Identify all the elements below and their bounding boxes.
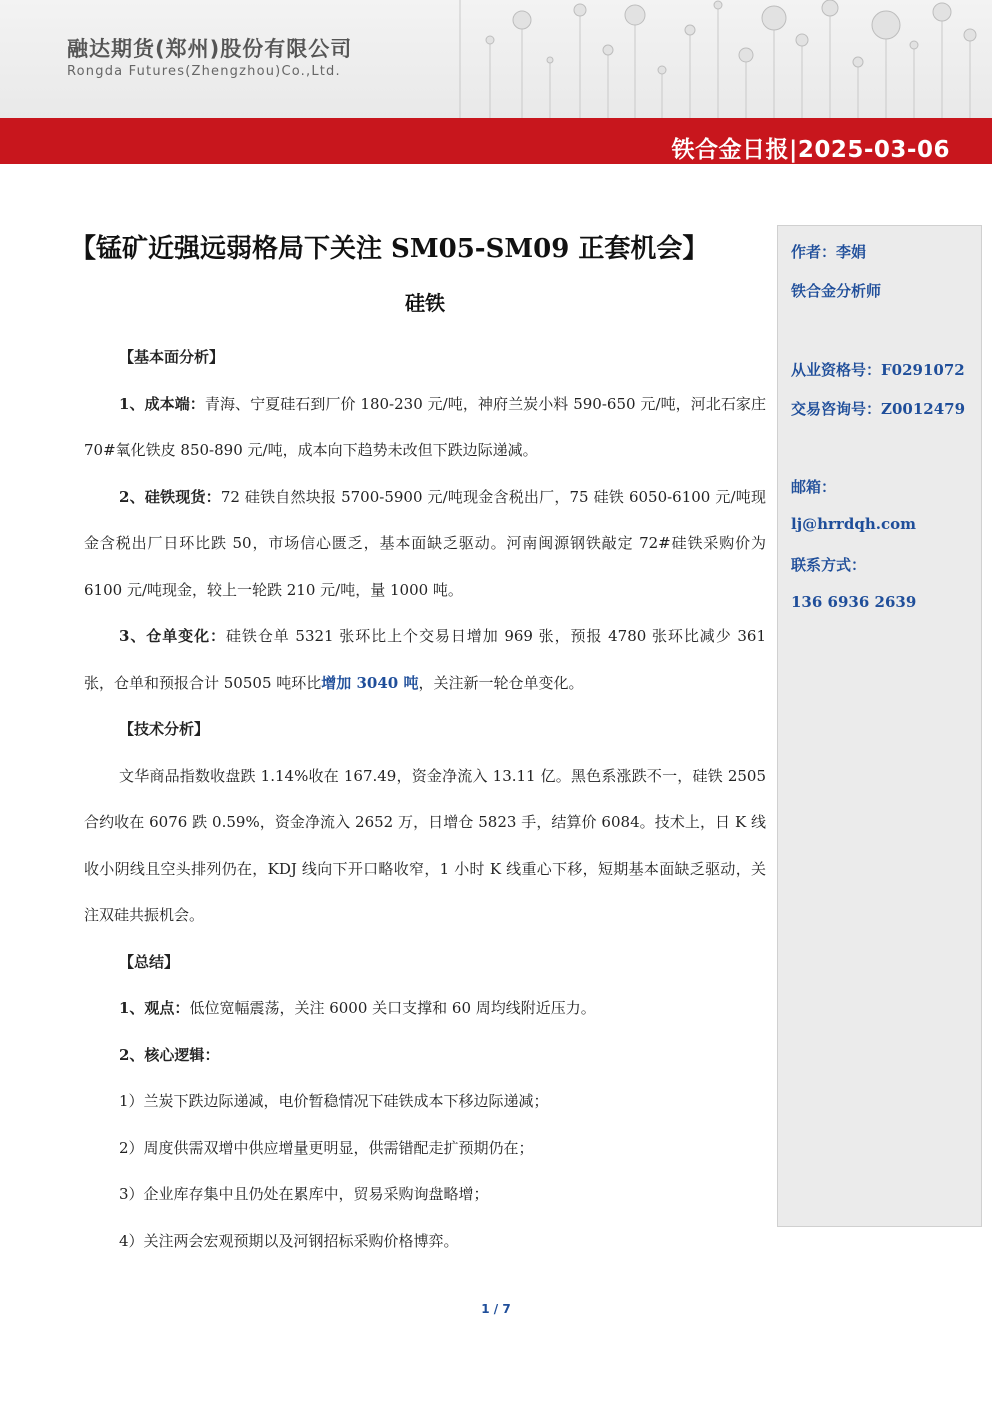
logic-item: 1）兰炭下跌边际递减，电价暂稳情况下硅铁成本下移边际递减； [119,1092,549,1110]
decorative-bubbles-graphic [430,0,992,118]
warrant-text-b: ，关注新一轮仓单变化。 [418,673,584,692]
cost-paragraph [84,381,766,474]
logic-label: 2、核心逻辑： [119,1045,220,1064]
logic-item: 3）企业库存集中且仍处在累库中，贸易采购询盘略增； [119,1185,489,1203]
warrant-text-a: 硅铁仓单 5321 张环比上个交易日增加 969 张，预报 4780 张环比减少 361 张，仓单和预报合计 50505 吨环比 [84,627,766,692]
header-banner [0,0,992,118]
logic-item: 2）周度供需双增中供应增量更明显，供需错配走扩预期仍在； [119,1138,534,1157]
report-title: 铁合金日报|2025-03-06 [671,137,950,163]
report-body [84,334,766,1264]
author-sidebar [777,225,982,1227]
consulting-number: 交易咨询号：Z0012479 [791,400,966,418]
author-name: 作者：李娟 [791,243,867,261]
contact-label: 联系方式： [791,556,867,574]
author-role: 铁合金分析师 [791,282,882,300]
spot-text: 72 硅铁自然块报 5700-5900 元/吨现金含税出厂，75 硅铁 6050-6100 元/吨现金含税出厂日环比跌 50，市场信心匮乏，基本面缺乏驱动。河南闽源钢铁敲定 72#硅铁采购价为 6100 元/吨现金，较上一轮跌 210 元/吨，量 1000 吨。 [84,487,766,599]
email-label: 邮箱： [791,478,837,496]
section-heading-fundamentals: 【基本面分析】 [119,348,225,366]
phone-number: 136 6936 2639 [791,593,917,611]
page-title: 【锰矿近强远弱格局下关注 SM05-SM09 正套机会】 [70,234,709,264]
view-label: 1、观点： [119,999,190,1017]
section-heading-summary: 【总结】 [119,952,180,971]
page-number: 1 / 7 [481,1302,511,1316]
logic-item: 4）关注两会宏观预期以及河钢招标采购价格博弈。 [119,1231,459,1250]
warrant-paragraph [84,613,766,706]
company-name-en: Rongda Futures(Zhengzhou)Co.,Ltd. [67,64,341,79]
cost-label: 1、成本端： [119,394,205,413]
spot-label: 2、硅铁现货： [119,487,221,506]
view-text: 低位宽幅震荡，关注 6000 关口支撑和 60 周均线附近压力。 [189,999,596,1017]
email-address[interactable]: lj@hrrdqh.com [791,515,916,533]
logic-heading [84,1032,766,1079]
technical-paragraph: 文华商品指数收盘跌 1.14%收在 167.49，资金净流入 13.11 亿。黑色系涨跌不一，硅铁 2505 合约收在 6076 跌 0.59%，资金净流入 2652 万，日增仓 5823 手，结算价 6084。技术上，日 K 线收小阴线且空头排列仍在，KDJ 线向下开口略收窄，1 小时 K 线重心下移，短期基本面缺乏驱动，关注双硅共振机会。 [84,766,766,924]
warrant-highlight: 增加 3040 吨 [321,673,419,692]
page-subtitle: 硅铁 [405,291,445,315]
warrant-label: 3、仓单变化： [119,627,226,645]
qualification-number: 从业资格号：F0291072 [791,361,965,379]
company-name-cn: 融达期货(郑州)股份有限公司 [67,37,353,61]
spot-paragraph [84,474,766,614]
section-heading-technical: 【技术分析】 [119,720,210,738]
cost-text: 青海、宁夏硅石到厂价 180-230 元/吨，神府兰炭小料 590-650 元/吨，河北石家庄 70#氧化铁皮 850-890 元/吨，成本向下趋势未改但下跌边际递减。 [84,394,766,459]
view-paragraph [84,985,766,1032]
